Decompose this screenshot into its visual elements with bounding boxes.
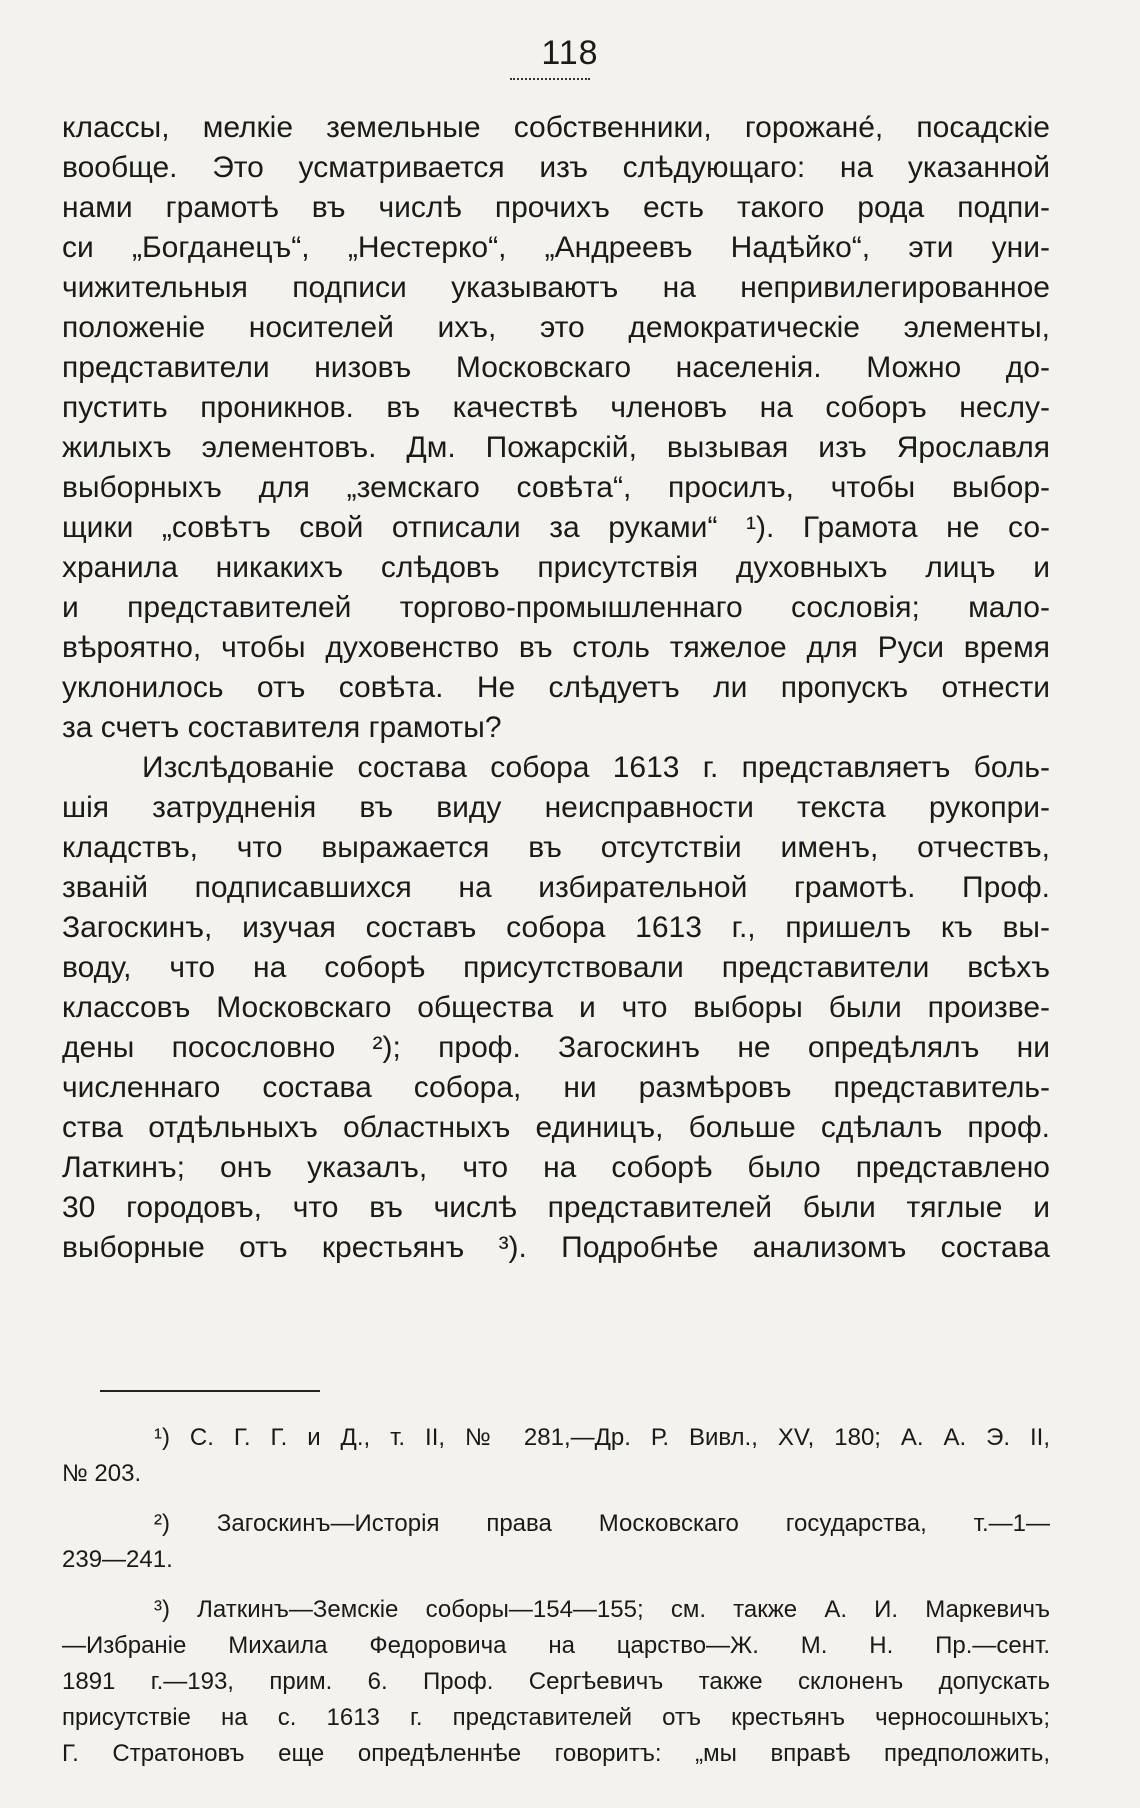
- page-number-underline: [510, 78, 590, 80]
- footnote-3: [62, 1592, 1050, 1772]
- text-line: уклонилось отъ совѣта. Не слѣдуетъ ли пропускъ отнести: [62, 671, 1050, 704]
- footnote-1: [62, 1420, 1050, 1492]
- text-line: кладствъ, что выражается въ отсутствіи именъ, отчествъ,: [62, 831, 1050, 864]
- text-line: представители низовъ Московскаго населенія. Можно до-: [62, 351, 1050, 384]
- text-line: воду, что на соборѣ присутствовали представители всѣхъ: [62, 951, 1050, 984]
- text-line: нами грамотѣ въ числѣ прочихъ есть такого рода подпи-: [62, 191, 1050, 224]
- text-line: Латкинъ; онъ указалъ, что на соборѣ было представлено: [62, 1151, 1050, 1184]
- text-line: си „Богданецъ“, „Нестерко“, „Андреевъ Надѣйко“, эти уни-: [62, 231, 1050, 264]
- text-line: чижительныя подписи указываютъ на непривилегированное: [62, 271, 1050, 304]
- text-line: вообще. Это усматривается изъ слѣдующаго: на указанной: [62, 151, 1050, 184]
- text-line: выборныхъ для „земскаго совѣта“, просилъ, чтобы выбор-: [62, 471, 1050, 504]
- text-line: выборные отъ крестьянъ ³). Подробнѣе анализомъ состава: [62, 1231, 1050, 1264]
- text-line: численнаго состава собора, ни размѣровъ представитель-: [62, 1071, 1050, 1104]
- text-line: званій подписавшихся на избирательной грамотѣ. Проф.: [62, 871, 1050, 904]
- footnote-line: ¹) С. Г. Г. и Д., т. II, № 281,—Др. Р. Вивл., XV, 180; А. А. Э. II,: [154, 1424, 1050, 1451]
- text-line: ства отдѣльныхъ областныхъ единицъ, больше сдѣлалъ проф.: [62, 1111, 1050, 1144]
- text-line: Загоскинъ, изучая составъ собора 1613 г., пришелъ къ вы-: [62, 911, 1050, 944]
- footnote-line: ²) Загоскинъ—Исторія права Московскаго государства, т.—1—: [154, 1510, 1050, 1537]
- text-line: вѣроятно, чтобы духовенство въ столь тяжелое для Руси время: [62, 631, 1050, 664]
- footnotes: [62, 1420, 1050, 1772]
- main-text: [62, 108, 1050, 1268]
- text-line: шія затрудненія въ виду неисправности текста рукопри-: [62, 791, 1050, 824]
- text-line: дены посословно ²); проф. Загоскинъ не опредѣлялъ ни: [62, 1031, 1050, 1064]
- text-line: классы, мелкіе земельные собственники, горожане́, посадскіе: [62, 111, 1050, 144]
- footnote-line: —Избраніе Михаила Федоровича на царство—Ж. М. Н. Пр.—сент.: [62, 1632, 1050, 1659]
- text-line: пустить проникнов. въ качествѣ членовъ на соборъ неслу-: [62, 391, 1050, 424]
- text-line: классовъ Московскаго общества и что выборы были произве-: [62, 991, 1050, 1024]
- footnote-line: ³) Латкинъ—Земскіе соборы—154—155; см. также А. И. Маркевичъ: [154, 1596, 1050, 1623]
- text-line: и представителей торгово-промышленнаго сословія; мало-: [62, 591, 1050, 624]
- footnote-line: 1891 г.—193, прим. 6. Проф. Сергѣевичъ также склоненъ допускать: [62, 1668, 1050, 1695]
- text-line: за счетъ составителя грамоты?: [62, 711, 502, 744]
- text-line: положеніе носителей ихъ, это демократическіе элементы,: [62, 311, 1050, 344]
- footnote-line: № 203.: [62, 1460, 142, 1487]
- footnote-line: 239—241.: [62, 1546, 173, 1573]
- text-line: жилыхъ элементовъ. Дм. Пожарскій, вызывая изъ Ярославля: [62, 431, 1050, 464]
- footnote-line: Г. Стратоновъ еще опредѣленнѣе говоритъ: „мы вправѣ предположить,: [62, 1740, 1050, 1767]
- text-line: хранила никакихъ слѣдовъ присутствія духовныхъ лицъ и: [62, 551, 1050, 584]
- text-line: 30 городовъ, что въ числѣ представителей были тяглые и: [62, 1191, 1050, 1224]
- footnote-2: [62, 1506, 1050, 1578]
- page-number: 118: [541, 34, 599, 72]
- text-line: щики „совѣтъ свой отписали за руками“ ¹). Грамота не со-: [62, 511, 1050, 544]
- footnote-separator: [100, 1390, 320, 1392]
- paragraph-start-line: Изслѣдованіе состава собора 1613 г. представляетъ боль-: [142, 751, 1050, 784]
- footnote-line: присутствіе на с. 1613 г. представителей отъ крестьянъ черносошныхъ;: [62, 1704, 1050, 1731]
